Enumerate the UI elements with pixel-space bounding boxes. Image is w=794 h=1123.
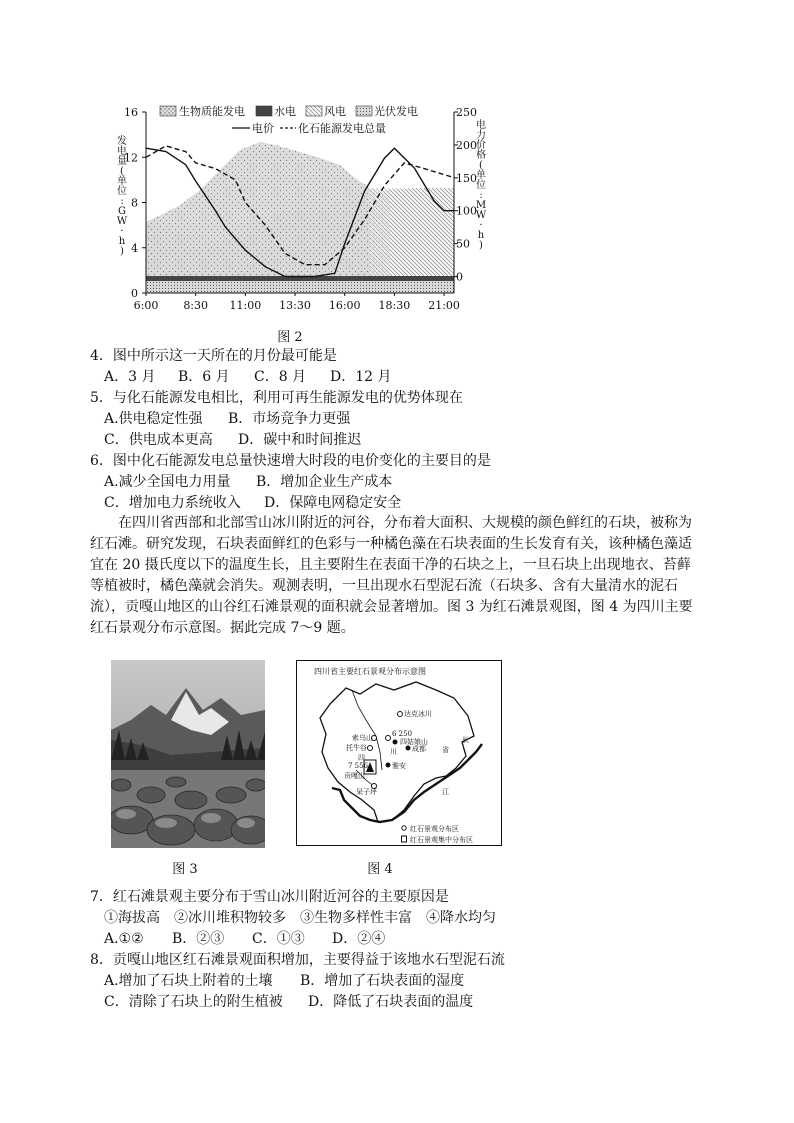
chart-legend [160, 104, 418, 135]
label-chang: 长 [462, 736, 469, 744]
q4-b[interactable]: B．6 月 [178, 369, 230, 385]
q5-b[interactable]: B．市场竞争力更强 [228, 411, 351, 427]
x-tick-label: 16:00 [328, 299, 361, 312]
q4-c[interactable]: C．8 月 [254, 369, 307, 385]
left-axis-label-char: ) [120, 246, 124, 257]
legend-conc-marker [402, 836, 407, 842]
q7-stem: 7．红石滩景观主要分布于雪山冰川附近河谷的主要原因是 [90, 889, 449, 905]
x-axis-ticks [134, 293, 460, 312]
left-axis-label-char: 发 [117, 136, 127, 147]
q8-a[interactable]: A.增加了石块上附着的土壤 [104, 973, 273, 989]
right-axis-label-char: ) [479, 240, 483, 251]
q7-a[interactable]: A.①② [104, 931, 144, 947]
legend-fossil: 化石能源发电总量 [298, 122, 386, 135]
left-axis-label-char: 量 [117, 156, 127, 167]
left-tick-label: 0 [131, 287, 138, 300]
fig4-caption: 图 4 [367, 862, 393, 877]
fig3-caption: 图 3 [172, 862, 198, 877]
q6-a[interactable]: A.减少全国电力用量 [104, 474, 231, 490]
q8-stem: 8．贡嘎山地区红石滩景观面积增加，主要得益于该地水石型泥石流 [90, 952, 505, 968]
grid-area [370, 188, 454, 276]
legend-hydro: 水电 [274, 105, 296, 118]
q7-d[interactable]: D．②④ [332, 931, 386, 947]
left-axis-label-char: 电 [117, 146, 127, 157]
x-tick-label: 8:30 [183, 299, 209, 312]
left-axis-label-char: · [120, 226, 124, 237]
legend-price: 电价 [252, 122, 274, 135]
left-axis-label-char: G [118, 206, 126, 217]
left-tick-label: 8 [131, 196, 138, 210]
legend-dist: 红石景观分布区 [410, 825, 459, 833]
right-axis-label-char: · [479, 220, 483, 231]
q7-c[interactable]: C．①③ [252, 931, 305, 947]
label-tuoniu: 托牛谷 [346, 744, 367, 752]
legend-bio: 生物质能发电 [179, 105, 245, 118]
q8-c[interactable]: C．清除了石块上的附生植被 [104, 994, 283, 1010]
right-axis-label-char: h [477, 230, 485, 241]
left-axis-ticks [124, 106, 146, 300]
legend-conc: 红石景观集中分布区 [410, 836, 473, 844]
q5-c[interactable]: C．供电成本更高 [104, 432, 213, 448]
legend-dist-marker [402, 826, 406, 830]
q5-options-1 [104, 409, 350, 429]
left-axis-label-char: h [118, 236, 126, 247]
label-yaan: 雅安 [392, 762, 406, 770]
right-tick-label: 150 [456, 171, 477, 185]
left-axis-label-char: W [116, 216, 128, 227]
q7-options [104, 929, 385, 949]
red-stone-photo [111, 660, 265, 848]
right-tick-label: 0 [456, 270, 463, 284]
x-tick-label: 21:00 [428, 299, 460, 312]
label-gongga: 贡嘎山 [344, 772, 365, 780]
q5-d[interactable]: D．碳中和时间推迟 [238, 432, 362, 448]
q4-d[interactable]: D．12 月 [330, 369, 392, 385]
marker-siguniang-area [386, 736, 391, 741]
sichuan-map [296, 660, 502, 846]
legend-swatch-bio [160, 106, 176, 116]
legend-pv: 光伏发电 [374, 105, 418, 118]
marker-siguniang [393, 740, 398, 745]
right-axis-label [476, 118, 487, 251]
label-daizi: 呆子坪 [356, 788, 377, 796]
right-axis-label-char: 格 [476, 150, 486, 161]
right-tick-label: 100 [456, 204, 477, 218]
legend-swatch-hydro [256, 106, 272, 116]
right-axis-ticks [454, 106, 477, 284]
power-chart [100, 100, 510, 320]
q6-options-2 [104, 493, 401, 513]
right-axis-label-char: 价 [476, 140, 486, 151]
q6-d[interactable]: D．保障电网稳定安全 [264, 495, 402, 511]
marker-tuoniu [368, 746, 373, 751]
right-axis-label-char: ( [479, 160, 483, 171]
label-7556: 7 556 [348, 762, 369, 770]
label-si: 四 [358, 754, 365, 762]
q6-stem: 6．图中化石能源发电总量快速增大时段的电价变化的主要目的是 [90, 453, 491, 469]
q8-b[interactable]: B．增加了石块表面的湿度 [300, 973, 465, 989]
right-axis-label-char: : [479, 190, 483, 201]
passage: 在四川省西部和北部雪山冰川附近的河谷，分布着大面积、大规模的颜色鲜红的石块，被称为红石滩。研究发现，石块表面鲜红的色彩与一种橘色藻在石块表面的生长发育有关，该种橘色藻适宜在 20 摄氏度以下的温度生长，且主要附生在表面干净的石块之上，一旦石块上出现地衣、苔藓等植被时，橘色藻就会消失。观测表明，一旦出现水石型泥石流（石块多、含有大量清水的泥石流），贡嘎山地区的山谷红石滩景观的面积就会显著增加。图 3 为红石滩景观图，图 4 为四川主要红石景观分布示意图。据此完成 7～9 题。 [90, 515, 693, 636]
q5-stem: 5．与化石能源发电相比，利用可再生能源发电的优势体现在 [90, 390, 463, 406]
q7-items: ①海拔高 ②冰川堆积物较多 ③生物多样性丰富 ④降水均匀 [104, 910, 496, 926]
q6-c[interactable]: C．增加电力系统收入 [104, 495, 241, 511]
label-suowu: 索乌山 [352, 734, 373, 742]
legend-swatch-pv [356, 106, 372, 116]
label-siguniang: 四姑娘山 [400, 738, 428, 746]
label-chengdu: 成都 [412, 745, 426, 753]
right-tick-label: 250 [456, 106, 477, 119]
right-axis-label-char: M [475, 200, 487, 211]
q4-stem: 4．图中所示这一天所在的月份最可能是 [90, 348, 337, 364]
right-axis-label-char: 电 [476, 120, 486, 131]
left-axis-label [117, 134, 128, 257]
q7-b[interactable]: B．②③ [172, 931, 225, 947]
q5-options-2 [104, 430, 361, 450]
x-tick-label: 13:30 [279, 299, 311, 312]
legend-wind: 风电 [324, 105, 346, 118]
q4-options [104, 367, 392, 387]
q6-options-1 [104, 472, 392, 492]
legend-swatch-wind [306, 106, 322, 116]
left-tick-label: 16 [124, 106, 138, 119]
left-axis-label-char: 单 [117, 176, 127, 187]
x-tick-label: 6:00 [133, 299, 159, 312]
marker-dake-glacier [398, 712, 403, 717]
right-tick-label: 50 [456, 237, 470, 251]
label-6250: 6 250 [392, 730, 413, 738]
q8-options-1 [104, 971, 464, 991]
right-axis-label-char: 位 [476, 180, 486, 191]
x-tick-label: 11:00 [229, 299, 262, 312]
q8-options-2 [104, 992, 473, 1012]
x-tick-label: 18:30 [378, 299, 411, 312]
right-axis-label-char: 单 [476, 170, 486, 181]
label-sheng: 省 [442, 746, 449, 754]
label-jiang: 江 [442, 788, 449, 796]
label-dake: 达克冰川 [404, 710, 432, 718]
left-axis-label-char: : [120, 196, 124, 207]
fig2-caption: 图 2 [277, 330, 303, 345]
left-axis-label-char: 位 [117, 186, 127, 197]
right-axis-label-char: 力 [476, 130, 486, 141]
q5-a[interactable]: A.供电稳定性强 [104, 411, 203, 427]
right-axis-label-char: W [475, 210, 487, 221]
map-title: 四川省主要红石景观分布示意图 [314, 667, 426, 676]
label-chuan: 川 [390, 748, 397, 756]
left-tick-label: 12 [124, 151, 138, 165]
left-tick-label: 4 [131, 241, 138, 255]
right-tick-label: 200 [456, 138, 477, 152]
q6-b[interactable]: B．增加企业生产成本 [256, 474, 393, 490]
q8-d[interactable]: D．降低了石块表面的温度 [308, 994, 474, 1010]
marker-yaan [386, 763, 391, 768]
marker-chengdu [406, 746, 411, 751]
q4-a[interactable]: A．3 月 [104, 369, 156, 385]
left-axis-label-char: ( [120, 166, 124, 177]
